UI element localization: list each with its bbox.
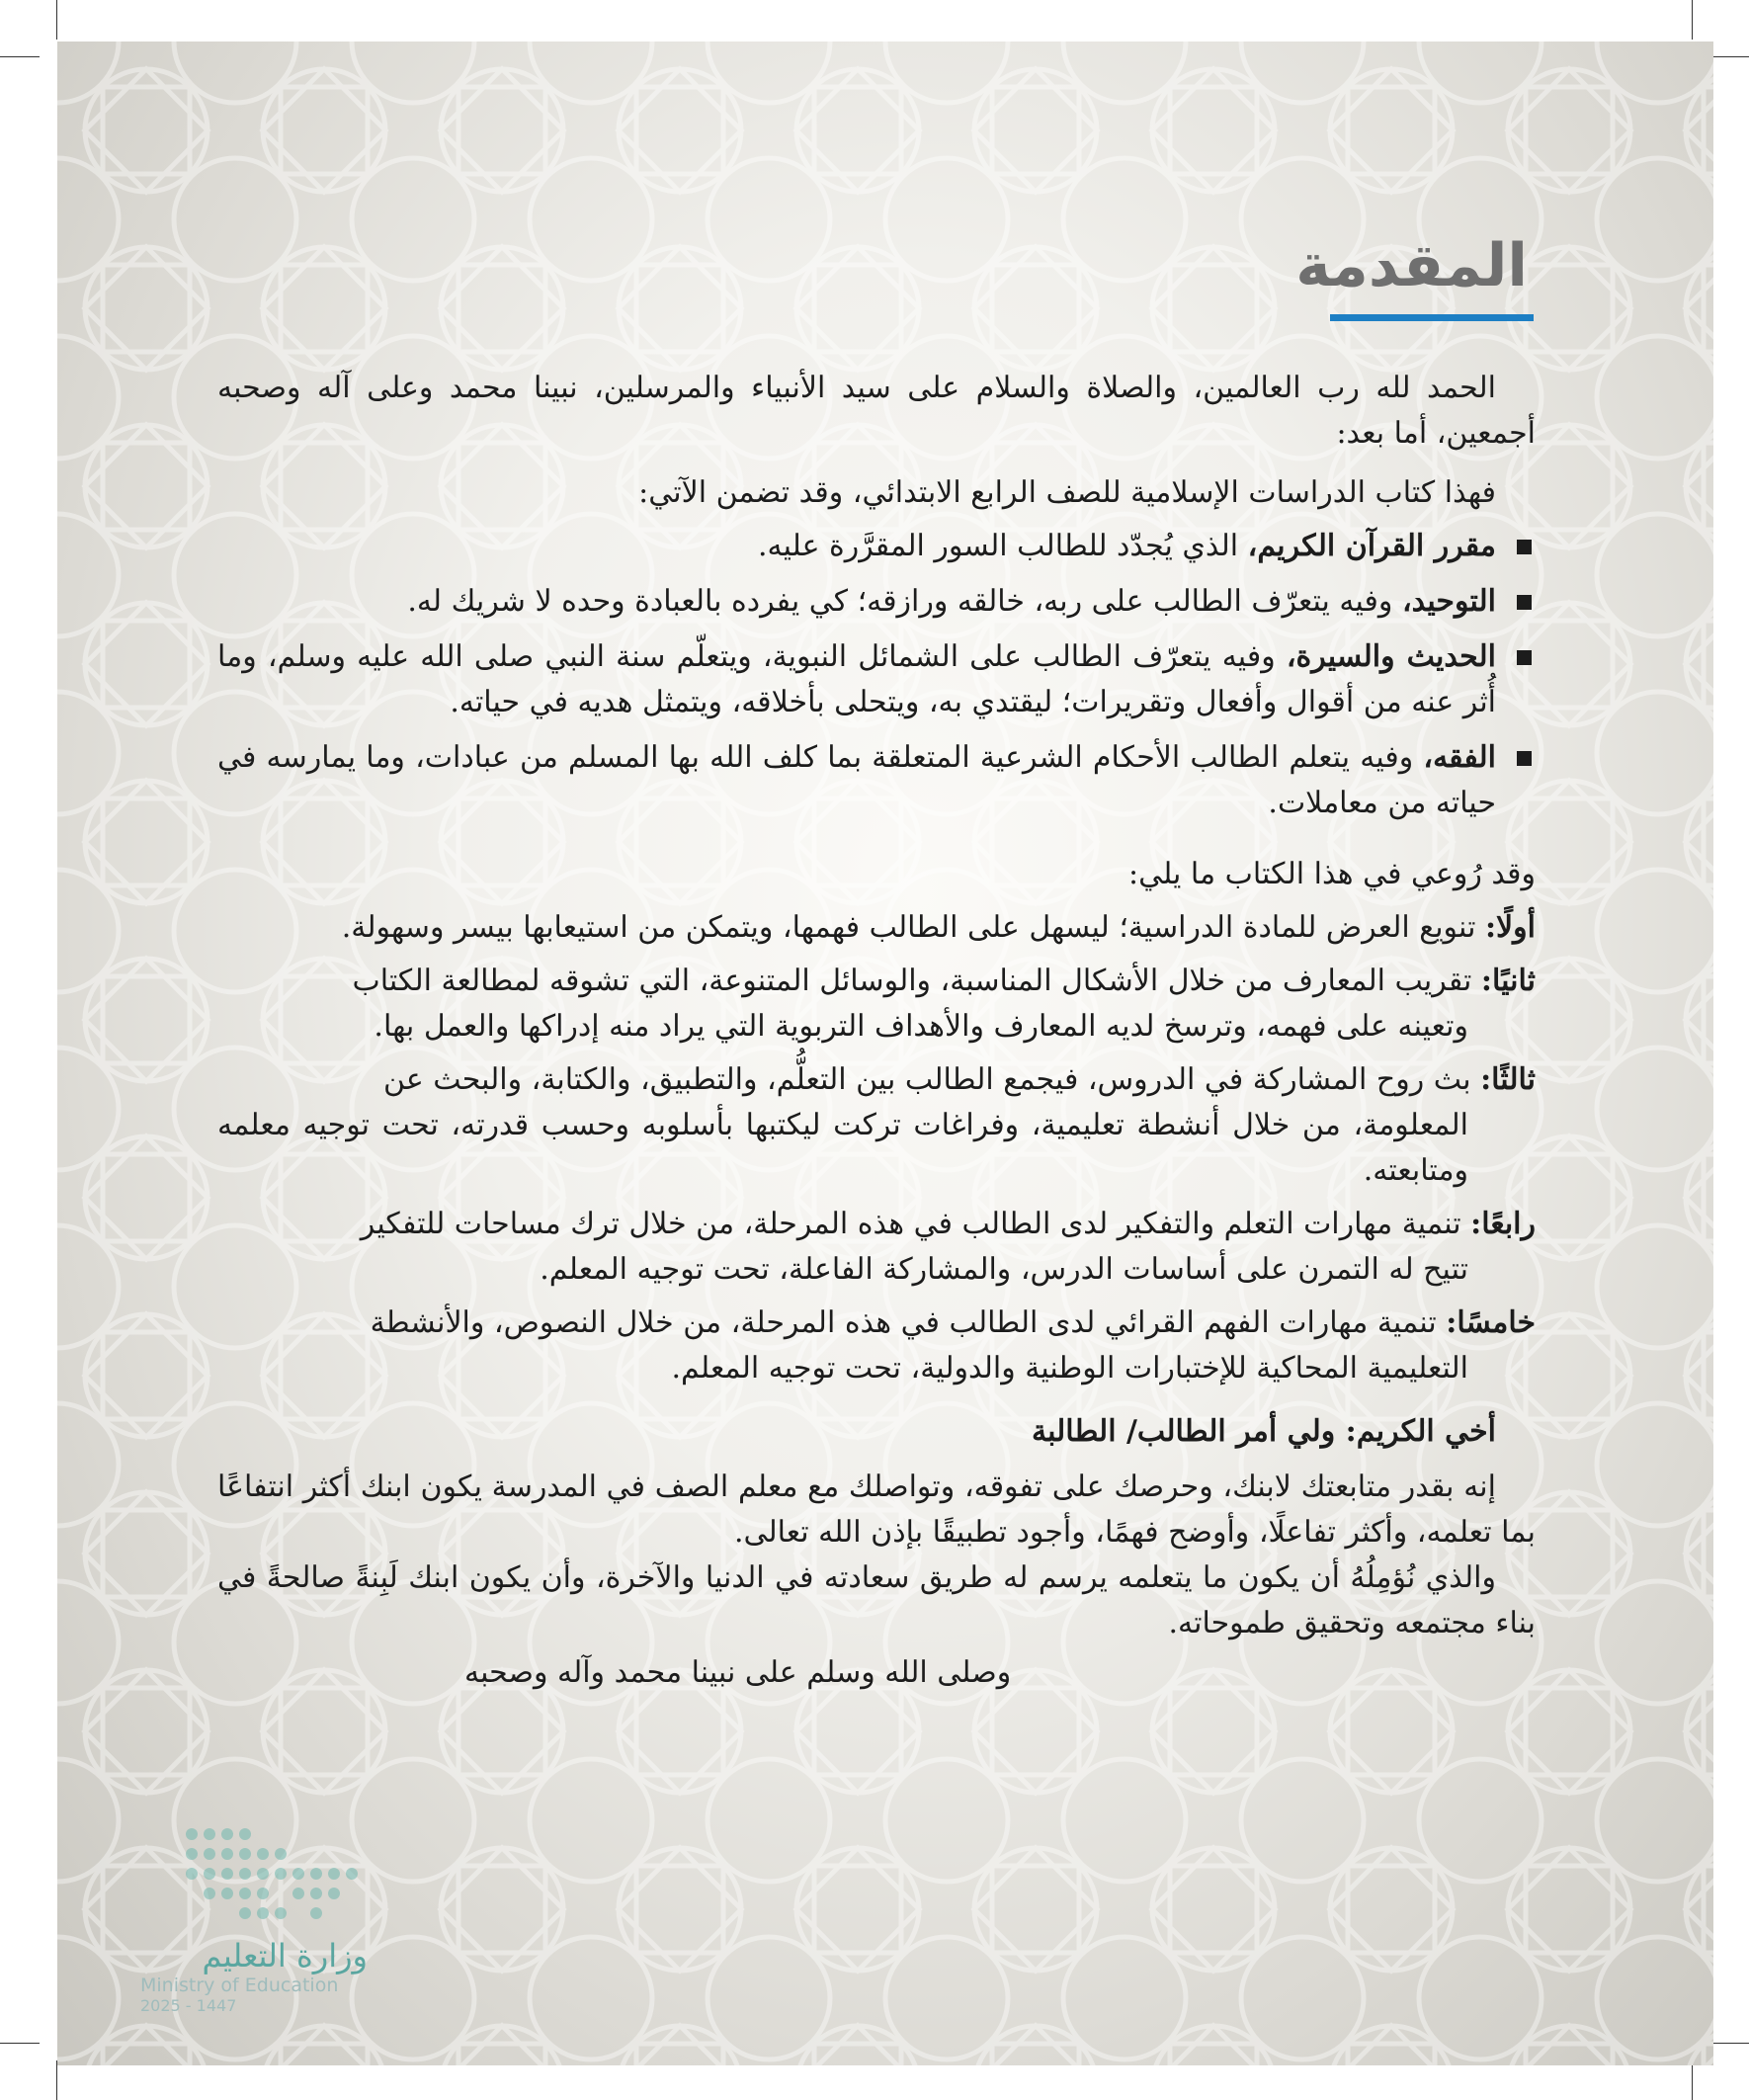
crop-mark <box>1709 56 1749 57</box>
consideration-point <box>217 1301 1536 1391</box>
crop-mark <box>56 0 57 40</box>
ministry-name-arabic: وزارة التعليم <box>202 1937 368 1974</box>
square-bullet-icon <box>1517 595 1532 610</box>
considerations-intro: وقد رُوعي في هذا الكتاب ما يلي: <box>1127 857 1536 891</box>
point-text: تنويع العرض للمادة الدراسية؛ ليسهل على الطالب فهمها، ويتمكن من استيعابها بيسر وسهولة. <box>341 910 1485 945</box>
point-label: أولًا: <box>1484 910 1536 945</box>
intro-paragraph: الحمد لله رب العالمين، والصلاة والسلام على سيد الأنبياء والمرسلين، نبينا محمد وعلى آله وصحبه أجمعين، أما بعد: <box>217 371 1536 451</box>
consideration-point <box>217 1057 1536 1194</box>
bullet-text: وفيه يتعرّف الطالب على ربه، خالقه ورازقه؛ كي يفرده بالعبادة وحده لا شريك له. <box>407 584 1402 619</box>
list-item <box>217 524 1536 569</box>
point-text-continued: المعلومة، من خلال أنشطة تعليمية، وفراغات تركت ليكتبها بأسلوبه وحسب قدرته، تحت توجيه معلمه ومتابعته. <box>217 1108 1468 1188</box>
main-text <box>217 366 1536 1696</box>
point-text: تنمية مهارات الفهم القرائي لدى الطالب في هذه المرحلة، من خلال النصوص، والأنشطة <box>370 1305 1447 1340</box>
crop-mark <box>1692 0 1693 40</box>
bullet-term: التوحيد، <box>1401 584 1496 619</box>
book-page <box>57 42 1713 2065</box>
ministry-name-english: Ministry of Education <box>140 1974 339 1996</box>
point-text-continued: وتعينه على فهمه، وترسخ لديه المعارف والأهداف التربوية التي يراد منه إدراكها والعمل بها. <box>374 1009 1468 1044</box>
square-bullet-icon <box>1517 540 1532 554</box>
contents-lead: فهذا كتاب الدراسات الإسلامية للصف الرابع الابتدائي، وقد تضمن الآتي: <box>638 475 1496 510</box>
title-underline <box>1330 314 1534 321</box>
ministry-dots-icon <box>180 1820 368 1929</box>
square-bullet-icon <box>1517 751 1532 766</box>
bullet-text: وفيه يتعرّف الطالب على الشمائل النبوية، ويتعلّم سنة النبي صلى الله عليه وسلم، وما أُثر عنه من أقوال وأفعال وتقريرات؛ ليقتدي به، ويتحلى بأخلاقه، ويتمثل هديه في حياته. <box>217 639 1496 719</box>
square-bullet-icon <box>1517 650 1532 665</box>
point-label: ثالثًا: <box>1480 1062 1536 1097</box>
closing-line: وصلى الله وسلم على نبينا محمد وآله وصحبه <box>464 1655 1012 1690</box>
point-label: ثانيًا: <box>1480 964 1536 998</box>
point-text: تقريب المعارف من خلال الأشكال المناسبة، والوسائل المتنوعة، التي تشوقه لمطالعة الكتاب <box>352 964 1481 998</box>
bullet-text: الذي يُجدّد للطالب السور المقرَّرة عليه. <box>758 529 1248 563</box>
parent-paragraph: والذي نُؤمِلُهُ أن يكون ما يتعلمه يرسم له طريق سعادته في الدنيا والآخرة، وأن يكون ابنك لَبِنةً صالحةً في بناء مجتمعه وتحقيق طموحاته. <box>217 1560 1536 1640</box>
parent-paragraph: إنه بقدر متابعتك لابنك، وحرصك على تفوقه، وتواصلك مع معلم الصف في المدرسة يكون ابنك أكثر انتفاعًا بما تعلمه، وأكثر تفاعلًا، وأوضح فهمًا، وأجود تطبيقًا بإذن الله تعالى. <box>217 1470 1536 1550</box>
edition-year: 2025 - 1447 <box>140 1996 237 2015</box>
point-text-continued: تتيح له التمرن على أساسات الدرس، والمشاركة الفاعلة، تحت توجيه المعلم. <box>540 1252 1468 1287</box>
point-text: تنمية مهارات التعلم والتفكير لدى الطالب في هذه المرحلة، من خلال ترك مساحات للتفكير <box>360 1207 1471 1241</box>
list-item <box>217 634 1536 725</box>
crop-mark <box>56 2060 57 2100</box>
ministry-logo <box>140 1820 368 2015</box>
consideration-point <box>217 905 1536 951</box>
point-label: خامسًا: <box>1446 1305 1536 1340</box>
bullet-text: وفيه يتعلم الطالب الأحكام الشرعية المتعلقة بما كلف الله بها المسلم من عبادات، وما يمارسه في حياته من معاملات. <box>217 740 1496 820</box>
list-item <box>217 735 1536 826</box>
point-label: رابعًا: <box>1470 1207 1536 1241</box>
point-text-continued: التعليمية المحاكية للإختبارات الوطنية والدولية، تحت توجيه المعلم. <box>671 1351 1468 1386</box>
parent-heading: أخي الكريم: ولي أمر الطالب/ الطالبة <box>1032 1414 1496 1449</box>
point-text: بث روح المشاركة في الدروس، فيجمع الطالب بين التعلُّم، والتطبيق، والكتابة، والبحث عن <box>382 1062 1481 1097</box>
bullet-term: مقرر القرآن الكريم، <box>1247 529 1496 563</box>
crop-mark <box>1692 2060 1693 2100</box>
bullet-term: الفقه، <box>1423 740 1496 775</box>
crop-mark <box>0 56 40 57</box>
page-title: المقدمة <box>1295 231 1528 300</box>
bullet-term: الحديث والسيرة، <box>1286 639 1496 674</box>
crop-mark <box>0 2043 40 2044</box>
crop-mark <box>1709 2043 1749 2044</box>
list-item <box>217 579 1536 625</box>
consideration-point <box>217 1202 1536 1293</box>
consideration-point <box>217 959 1536 1050</box>
